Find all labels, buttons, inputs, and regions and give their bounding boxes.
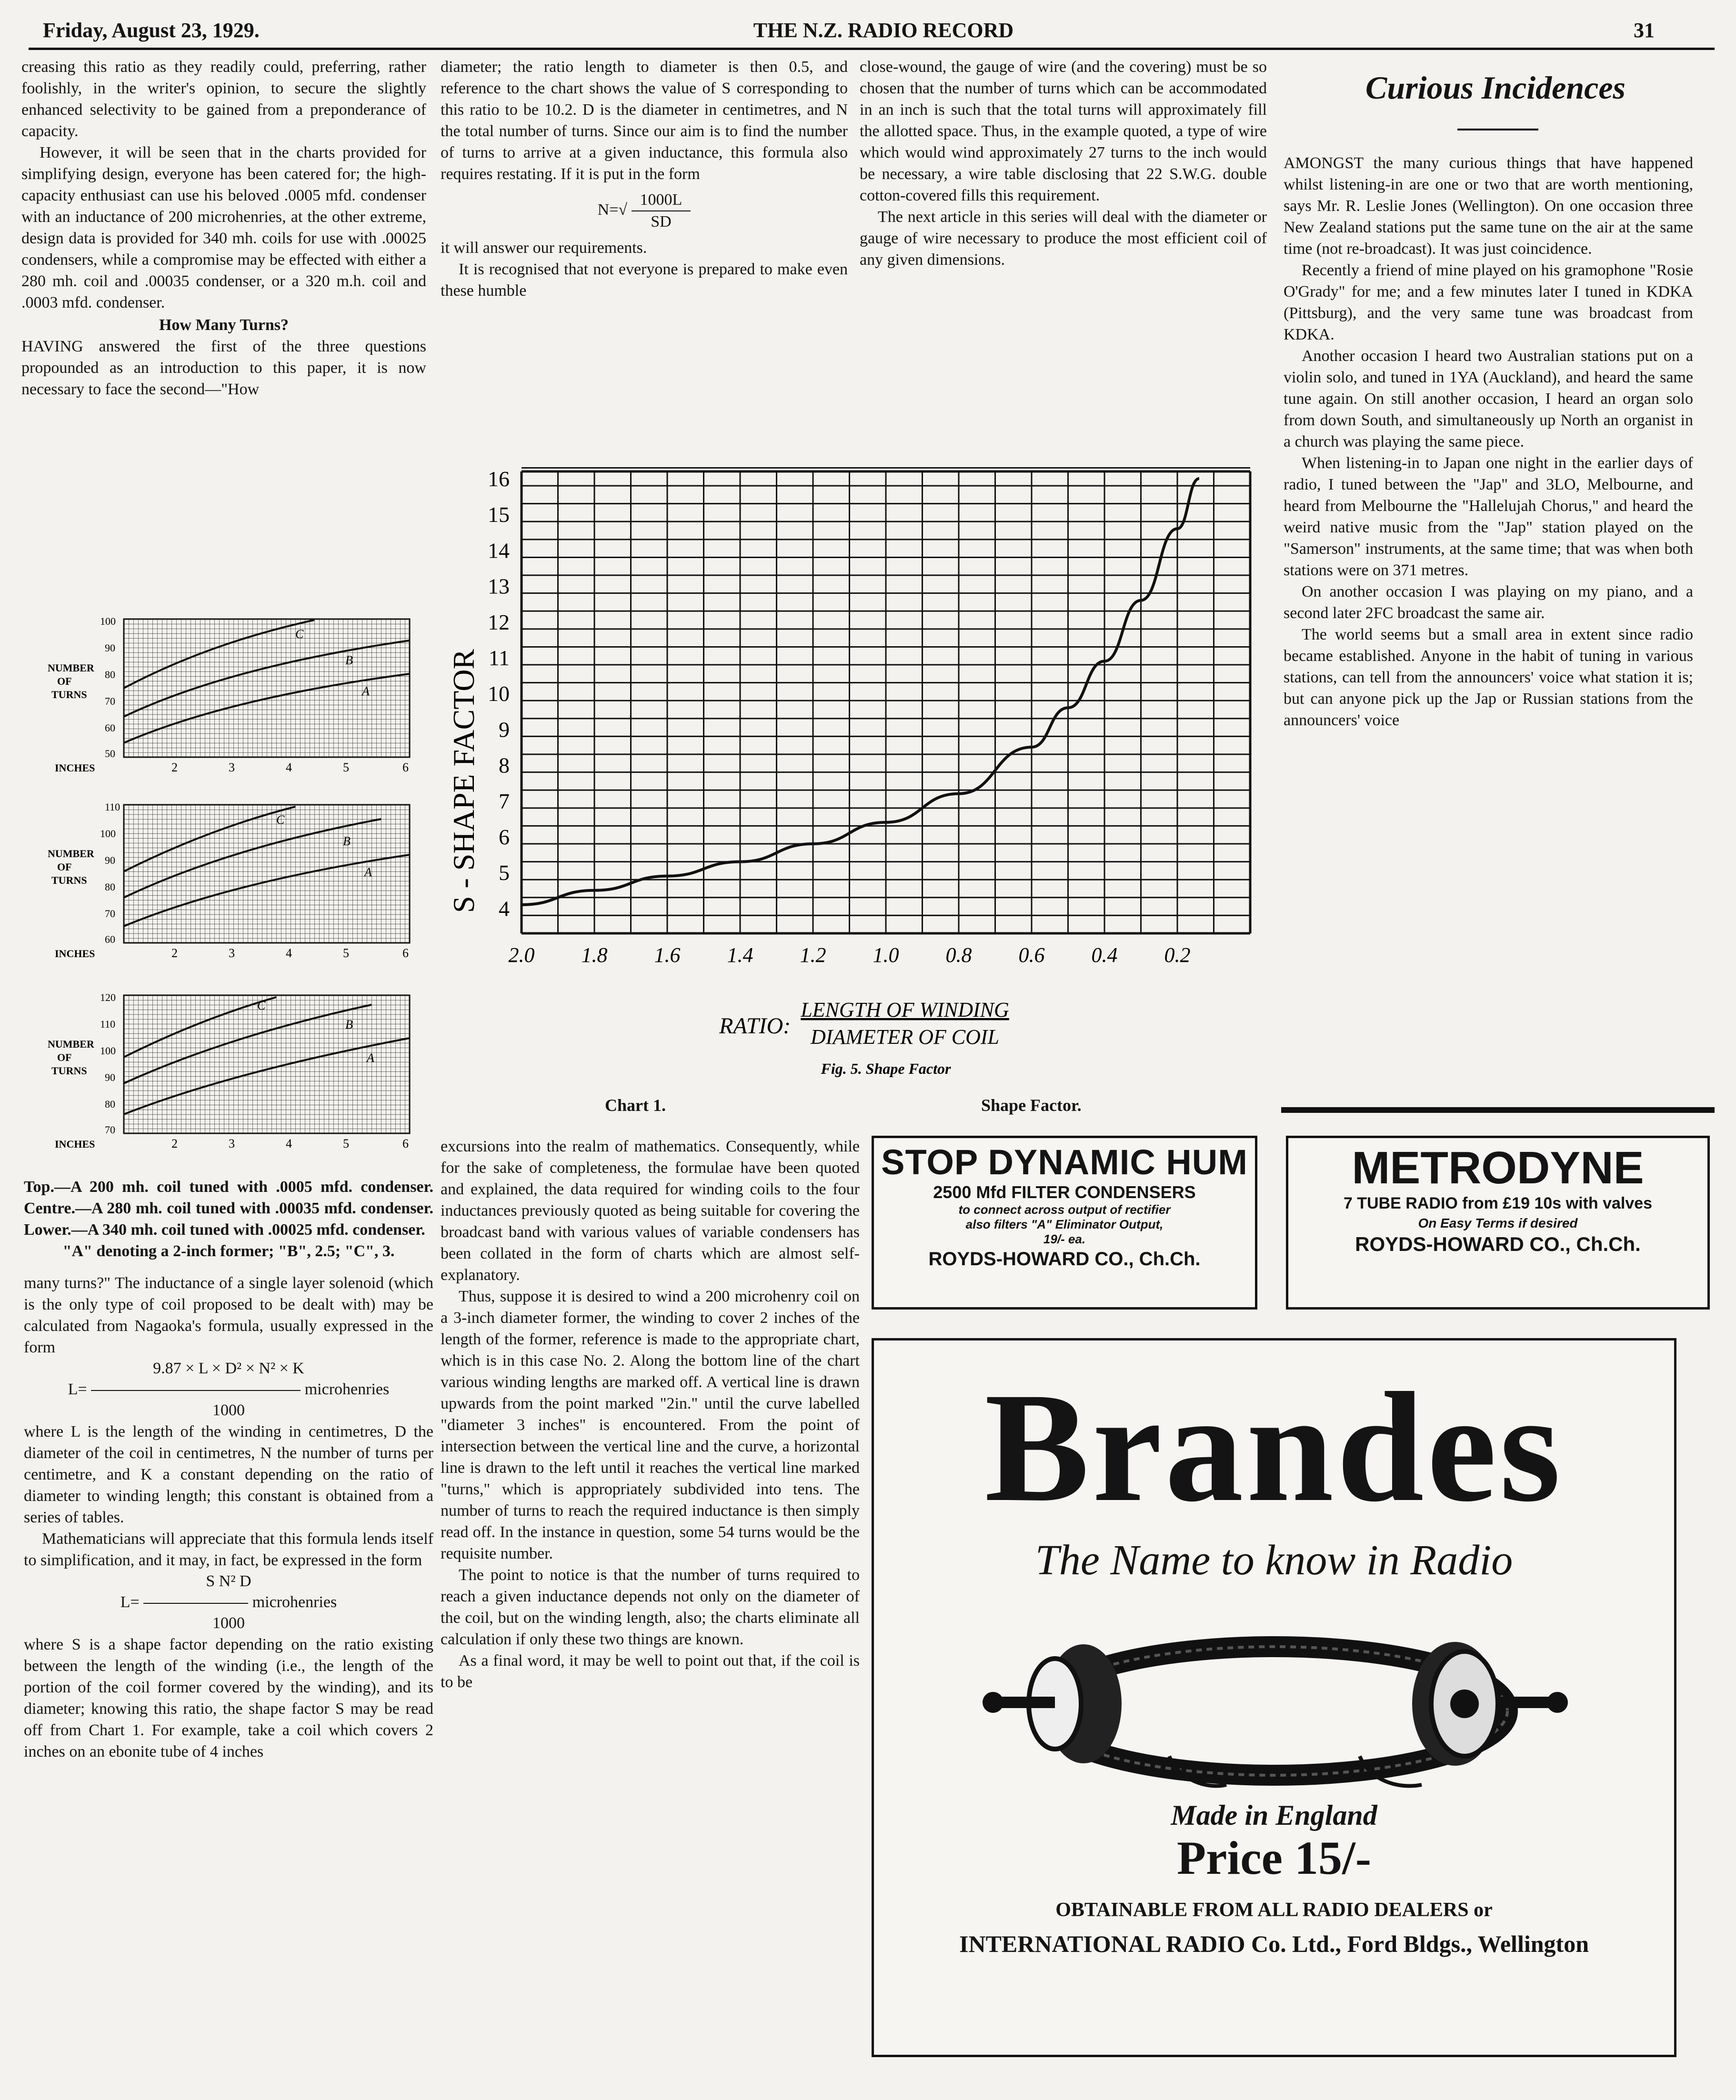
turns-chart-centre	[48, 801, 410, 960]
y-tick: 70	[105, 908, 115, 920]
y-tick-label: 13	[488, 574, 510, 599]
caption-chart1: Chart 1.	[605, 1096, 666, 1115]
formula-numerator: 9.87 × L × D² × N² × K	[153, 1360, 304, 1377]
y-tick-label: 12	[488, 610, 510, 634]
x-tick-label: 0.6	[1018, 943, 1045, 967]
curious-title: Curious Incidences	[1365, 70, 1626, 106]
x-tick: 4	[286, 760, 292, 774]
turns-chart-top	[48, 615, 410, 774]
x-axis-label: INCHES	[55, 762, 95, 774]
formula-unit: microhenries	[304, 1380, 390, 1398]
axis-label: OF	[57, 1051, 72, 1063]
y-tick-label: 11	[488, 646, 510, 670]
ad-brandes	[872, 1338, 1676, 2057]
x-axis-label: INCHES	[55, 1138, 95, 1150]
y-tick: 90	[105, 1071, 115, 1083]
x-axis-label: INCHES	[55, 948, 95, 960]
paragraph: creasing this ratio as they readily could, preferring, rather foolishly, in the writer's opinion, to secure the slightly enhanced selectivity to be gained from a preponderance of capacity.	[21, 58, 426, 140]
header-date: Friday, August 23, 1929.	[43, 19, 260, 42]
paragraph: Thus, suppose it is desired to wind a 200 microhenry coil on a 3-inch diameter former, the winding to cover 2 inches of the length of the former, reference is made to the appropriate chart, which is in this case No. 2. Along the bottom line of the chart various winding lengths are marked off. A vertical line is drawn upwards from the point marked "2in." until the curve labelled "diameter 3 inches" is encountered. From the point of intersection between the vertical line and the curve, a horizontal line is drawn to the left until it reaches the vertical line marked "turns," which is appropriately subdivided into tens. The number of turns to reach the required inductance is then simply read off. In the instance in question, some 54 turns would be the requisite number.	[441, 1288, 860, 1562]
paragraph: many turns?" The inductance of a single layer solenoid (which is the only type of coil proposed to be dealt with) may be calculated from Nagaoka's formula, usually expressed in the form	[24, 1274, 433, 1356]
x-tick: 4	[286, 946, 292, 960]
subhead-how-many-turns: How Many Turns?	[159, 316, 289, 334]
ad-price: 19/- ea.	[1043, 1232, 1086, 1246]
obtainable: OBTAINABLE FROM ALL RADIO DEALERS or	[1055, 1899, 1493, 1921]
y-tick: 120	[100, 991, 116, 1003]
x-tick: 6	[402, 1137, 409, 1150]
header-title: THE N.Z. RADIO RECORD	[753, 19, 1014, 42]
formula-denominator: 1000	[212, 1401, 245, 1419]
paragraph: The world seems but a small area in extent since radio became established. Anyone in the habit of tuning in various stations, can tell from the announcers' voice what station it is; but can anyone pick up the Jap or Russian stations from the announcers' voice	[1284, 626, 1693, 729]
axis-label: OF	[57, 675, 72, 687]
y-tick: 100	[100, 828, 116, 840]
x-axis-denominator: DIAMETER OF COIL	[811, 1025, 999, 1049]
ad-terms: On Easy Terms if desired	[1418, 1216, 1578, 1230]
formula-turns	[441, 190, 848, 232]
ad-line: also filters "A" Eliminator Output,	[965, 1217, 1164, 1231]
ad-subtitle: 7 TUBE RADIO from £19 10s with valves	[1343, 1194, 1653, 1212]
x-tick: 5	[343, 946, 349, 960]
paragraph: It is recognised that not everyone is prepared to make even these humble	[441, 260, 848, 300]
x-tick: 6	[402, 760, 409, 774]
curve-label: B	[343, 834, 351, 848]
x-tick-label: 1.6	[654, 943, 681, 967]
y-tick-label: 16	[488, 467, 510, 491]
x-tick-label: 1.4	[727, 943, 753, 967]
made-in-england: Made in England	[1171, 1800, 1377, 1831]
page-number: 31	[1634, 19, 1655, 42]
axis-label: NUMBER	[48, 1038, 94, 1050]
y-tick: 100	[100, 615, 116, 627]
title-rule	[1457, 129, 1538, 130]
curve-label: C	[276, 813, 285, 827]
x-axis-prefix: RATIO:	[719, 1013, 791, 1039]
axis-label: TURNS	[51, 874, 87, 886]
paragraph: When listening-in to Japan one night in the earlier days of radio, I tuned between the "Jap" and 3LO, Melbourne, and heard from Melbourne the "Hallelujah Chorus," and heard the weird native music from the "Jap" station played on the "Samerson" instruments, at the same time; that was when both stations were on 371 metres.	[1284, 454, 1693, 579]
curve-label: A	[362, 684, 370, 698]
header-rule	[29, 48, 1715, 50]
axis-label: NUMBER	[48, 848, 94, 860]
headphones-illustration	[941, 1594, 1607, 1794]
curve-label: C	[295, 627, 304, 641]
x-tick: 6	[402, 946, 409, 960]
paragraph: close-wound, the gauge of wire (and the covering) must be so chosen that the number of turns which can be accommodated in an inch is such that the total turns will approximately fill the allotted space. Thus, in the example quoted, a type of wire which would wind approximately 27 turns to the inch would be necessary, a wire table disclosing that 22 S.W.G. double cotton-covered fills this requirement.	[860, 58, 1267, 204]
col2-bottom-text	[441, 1136, 860, 1693]
y-tick: 80	[105, 669, 115, 680]
y-axis-label: S - SHAPE FACTOR	[447, 649, 481, 913]
y-tick: 80	[105, 881, 115, 893]
axis-label: NUMBER	[48, 662, 94, 674]
y-tick: 90	[105, 854, 115, 866]
company-address: INTERNATIONAL RADIO Co. Ltd., Ford Bldgs., Wellington	[959, 1930, 1589, 1957]
formula-lhs: L=	[68, 1380, 87, 1398]
section-rule	[1281, 1107, 1715, 1113]
paragraph: However, it will be seen that in the charts provided for simplifying design, everyone has been catered for; the high-capacity enthusiast can use his beloved .0005 mfd. condenser with an inductance of 200 microhenries, at the other extreme, design data is provided for 340 mh. coils for use with .00025 condensers, while a compromise may be effected with either a 280 mh. coil and .00035 condenser, or a 320 m.h. coil and .0003 mfd. condenser.	[21, 144, 426, 311]
caption-shape-factor: Shape Factor.	[981, 1096, 1082, 1115]
x-tick-label: 1.2	[800, 943, 826, 967]
y-tick: 50	[105, 748, 115, 760]
y-tick-label: 7	[499, 789, 510, 813]
y-tick-label: 15	[488, 502, 510, 527]
col1-bottom-text	[24, 1176, 433, 1762]
x-tick-label: 0.8	[945, 943, 972, 967]
chart-caption: Top.—A 200 mh. coil tuned with .0005 mfd. condenser. Centre.—A 280 mh. coil tuned with .00035 mfd. condenser. Lower.—A 340 mh. coil tuned with .00025 mfd. condenser.	[24, 1178, 433, 1239]
axis-label: OF	[57, 861, 72, 873]
paragraph: Mathematicians will appreciate that this formula lends itself to simplification, and it may, in fact, be expressed in the form	[24, 1530, 433, 1569]
brand-tagline: The Name to know in Radio	[1035, 1537, 1513, 1584]
shape-factor-curve	[522, 479, 1199, 905]
x-tick-label: 0.4	[1091, 943, 1118, 967]
x-tick: 4	[286, 1137, 292, 1150]
formula-numerator: 1000L	[632, 190, 691, 211]
y-tick-label: 8	[499, 753, 510, 778]
x-tick: 5	[343, 760, 349, 774]
chart-caption-key: "A" denoting a 2-inch former; "B", 2.5; "C", 3.	[62, 1242, 395, 1260]
ad-title: METRODYNE	[1352, 1142, 1644, 1193]
paragraph: diameter; the ratio length to diameter is then 0.5, and reference to the chart shows the value of S corresponding to this ratio to be 10.2. D is the diameter in centimetres, and N the total number of turns. Since our aim is to find the number of turns to arrive at a given inductance, this formula also requires restating. If it is put in the form	[441, 58, 848, 183]
ad-metrodyne	[1286, 1136, 1710, 1310]
x-tick: 2	[171, 760, 178, 774]
formula-shape	[24, 1571, 433, 1634]
y-tick: 70	[105, 695, 115, 707]
formula-lhs: N=√	[597, 200, 628, 219]
x-tick-label: 1.8	[581, 943, 608, 967]
formula-numerator: S N² D	[206, 1572, 251, 1590]
paragraph: it will answer our requirements.	[441, 239, 647, 257]
y-tick-label: 9	[499, 717, 510, 742]
axis-label: TURNS	[51, 689, 87, 700]
col2-top-text	[441, 56, 848, 301]
formula-denominator: SD	[651, 213, 672, 230]
ad-line: to connect across output of rectifier	[958, 1202, 1171, 1217]
curve-label: B	[345, 1018, 353, 1031]
y-tick: 90	[105, 642, 115, 654]
x-tick: 5	[343, 1137, 349, 1150]
col3-top-text	[860, 56, 1267, 270]
shape-factor-chart	[429, 457, 1267, 1090]
turns-charts	[29, 614, 419, 1162]
y-tick-label: 6	[499, 824, 510, 849]
paragraph: The point to notice is that the number of turns required to reach a given inductance depends not only on the diameter of the coil, but on the winding length, also; the charts eliminate all calculation if only these two things are known.	[441, 1566, 860, 1648]
paragraph: Recently a friend of mine played on his gramophone "Rosie O'Grady" for me; and a few minutes later I tuned in KDKA (Pittsburg), and the very same tune was broadcast from KDKA.	[1284, 261, 1693, 343]
y-tick: 100	[100, 1045, 116, 1057]
x-tick: 2	[171, 946, 178, 960]
y-tick: 110	[100, 1018, 116, 1030]
x-tick-label: 0.2	[1164, 943, 1191, 967]
curve-label: C	[257, 999, 266, 1012]
paragraph: excursions into the realm of mathematics. Consequently, while for the sake of completeness, the formulae have been quoted and explained, the data required for winding coils to the four inductances previously quoted as being suitable for covering the broadcast band with various values of variable condensers has been collated in the form of charts which are almost self-explanatory.	[441, 1138, 860, 1284]
paragraph: where L is the length of the winding in centimetres, D the diameter of the coil in centimetres, N the number of turns per centimetre, and K a constant depending on the ratio of diameter to winding length; this constant is obtained from a series of tables.	[24, 1423, 433, 1526]
paragraph: HAVING answered the first of the three questions propounded as an introduction to this paper, it is now necessary to face the second—"How	[21, 338, 426, 398]
axis-label: TURNS	[51, 1065, 87, 1077]
x-tick: 3	[229, 946, 235, 960]
paragraph: where S is a shape factor depending on the ratio existing between the length of the winding (i.e., the length of the portion of the coil former covered by the winding), and its diameter; knowing this ratio, the shape factor S may be read off from Chart 1. For example, take a coil which covers 2 inches on an ebonite tube of 4 inches	[24, 1636, 433, 1760]
x-tick-label: 1.0	[873, 943, 899, 967]
y-tick-label: 10	[488, 681, 510, 706]
turns-chart-lower	[48, 991, 410, 1150]
col1-top-text	[21, 56, 426, 400]
paragraph: AMONGST the many curious things that have happened whilst listening-in are one or two that are worth mentioning, says Mr. R. Leslie Jones (Wellington). On one occasion three New Zealand stations put the same tune on the air at the same time (not re-broadcast). It was just coincidence.	[1284, 154, 1693, 258]
y-tick: 110	[105, 801, 120, 813]
ad-dealer: ROYDS-HOWARD CO., Ch.Ch.	[928, 1249, 1201, 1270]
curious-text	[1284, 152, 1693, 731]
chart-title: Fig. 5. Shape Factor	[821, 1060, 951, 1077]
y-tick: 60	[105, 933, 115, 945]
formula-unit: microhenries	[252, 1593, 337, 1611]
paragraph: The next article in this series will deal with the diameter or gauge of wire necessary to produce the most efficient coil of any given dimensions.	[860, 208, 1267, 269]
curve-label: B	[345, 653, 353, 667]
curve-label: A	[367, 1051, 374, 1065]
brand-logo: Brandes	[984, 1360, 1564, 1534]
y-tick-label: 5	[499, 860, 510, 885]
curve-label: A	[364, 865, 372, 879]
formula-nagaoka	[24, 1358, 433, 1421]
ad-title: STOP DYNAMIC HUM	[881, 1142, 1248, 1182]
x-tick: 3	[229, 1137, 235, 1150]
paragraph: Another occasion I heard two Australian stations put on a violin solo, and tuned in 1YA (Auckland), and heard the same tune again. On still another occasion, I heard an organ solo from down South, and simultaneously up North an organist in a church was playing the same piece.	[1284, 347, 1693, 450]
y-tick-label: 4	[499, 896, 510, 921]
x-tick: 2	[171, 1137, 178, 1150]
y-tick-label: 14	[488, 538, 510, 563]
x-axis-numerator: LENGTH OF WINDING	[801, 998, 1009, 1021]
y-tick: 70	[105, 1124, 115, 1136]
y-tick: 60	[105, 722, 115, 734]
formula-denominator: 1000	[212, 1614, 245, 1632]
ad-stop-dynamic-hum	[872, 1136, 1257, 1310]
ad-subtitle: 2500 Mfd FILTER CONDENSERS	[933, 1182, 1196, 1202]
paragraph: On another occasion I was playing on my piano, and a second later 2FC broadcast the same air.	[1284, 583, 1693, 622]
paragraph: As a final word, it may be well to point out that, if the coil is to be	[441, 1652, 860, 1691]
x-tick-label: 2.0	[508, 943, 535, 967]
x-tick: 3	[229, 760, 235, 774]
formula-lhs: L=	[120, 1593, 140, 1611]
brandes-price: Price 15/-	[1176, 1831, 1372, 1884]
left-earpiece	[983, 1644, 1122, 1763]
ad-dealer: ROYDS-HOWARD CO., Ch.Ch.	[1355, 1233, 1641, 1255]
y-tick: 80	[105, 1098, 115, 1110]
